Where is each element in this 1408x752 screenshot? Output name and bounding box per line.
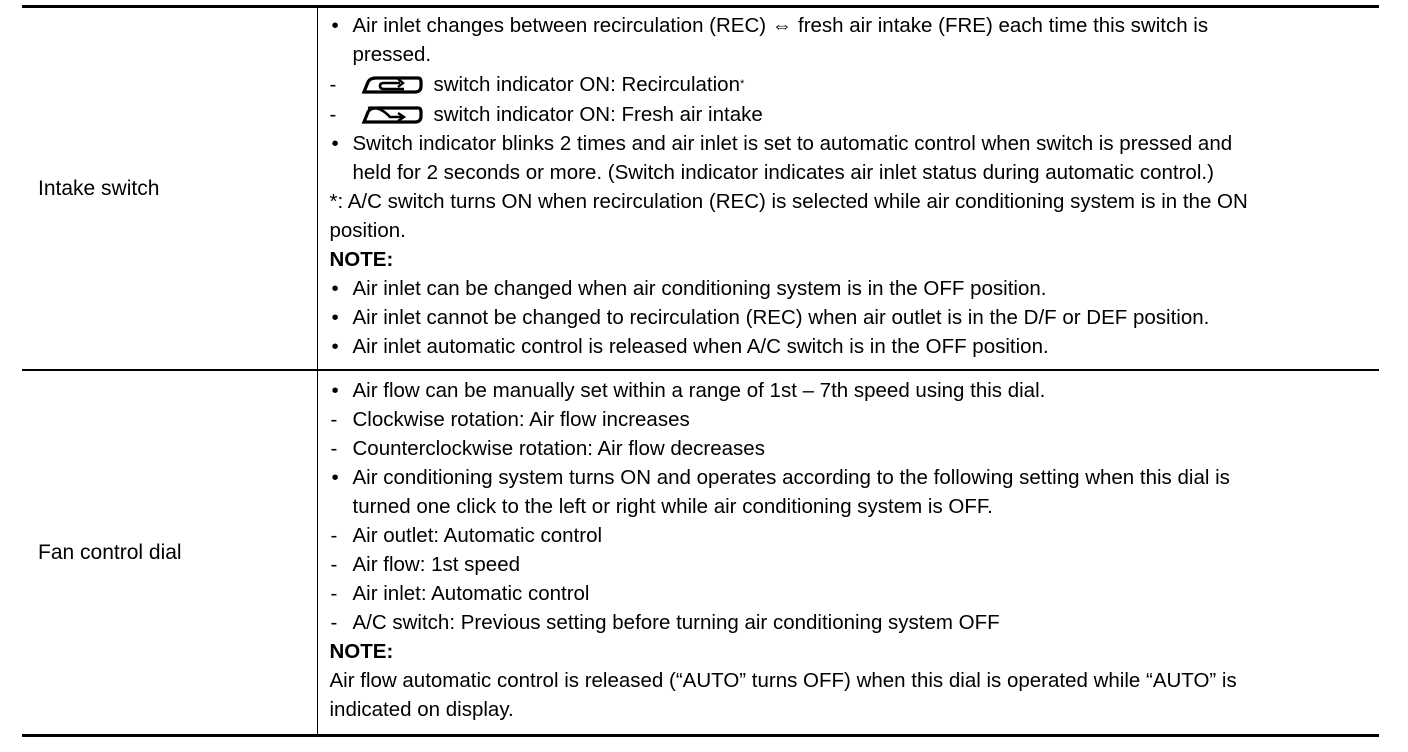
footnote-line: position. xyxy=(329,219,406,242)
row-label: Intake switch xyxy=(22,7,317,371)
fresh-air-intake-icon xyxy=(360,103,424,125)
description-line: - Counterclockwise rotation: Air flow decreases xyxy=(330,434,1380,463)
table-row xyxy=(22,7,1379,371)
description-line: - A/C switch: Previous setting before turning air conditioning system OFF xyxy=(330,608,1380,637)
description-line: pressed. xyxy=(352,43,432,66)
note-line: • Air inlet cannot be changed to recirculation (REC) when air outlet is in the D/F or DEF position. xyxy=(330,303,1380,332)
row-description xyxy=(317,370,1379,736)
description-line: - switch indicator ON: Fresh air intake xyxy=(330,99,1380,129)
description-line-text: switch indicator ON: Fresh air intake xyxy=(433,102,763,126)
description-line: held for 2 seconds or more. (Switch indicator indicates air inlet status during automatic control.) xyxy=(352,161,1214,184)
row-label: Fan control dial xyxy=(22,370,317,736)
recirculation-icon xyxy=(360,73,424,95)
spec-table xyxy=(22,5,1379,737)
footnote-line: *: A/C switch turns ON when recirculation (REC) is selected while air conditioning system is in the ON xyxy=(329,190,1248,213)
description-line: - Clockwise rotation: Air flow increases xyxy=(330,405,1380,434)
note-heading: NOTE: xyxy=(329,640,394,663)
note-line: Air flow automatic control is released (“AUTO” turns OFF) when this dial is operated while “AUTO” is xyxy=(329,669,1237,692)
description-line: - Air outlet: Automatic control xyxy=(330,521,1380,550)
table-row xyxy=(22,370,1379,736)
description-line: - Air flow: 1st speed xyxy=(330,550,1380,579)
description-line: - Air inlet: Automatic control xyxy=(330,579,1380,608)
description-line: - switch indicator ON: Recirculation * xyxy=(330,69,1380,99)
description-line: • Air inlet changes between recirculation (REC) ⇔ fresh air intake (FRE) each time this switch is xyxy=(330,11,1380,40)
description-line: • Air conditioning system turns ON and operates according to the following setting when this dial is xyxy=(330,463,1380,492)
description-line: turned one click to the left or right while air conditioning system is OFF. xyxy=(352,495,993,518)
row-description xyxy=(317,7,1379,371)
footnote-marker: * xyxy=(739,77,745,90)
note-line: • Air inlet can be changed when air conditioning system is in the OFF position. xyxy=(330,274,1380,303)
note-line: indicated on display. xyxy=(329,698,514,721)
description-line-text: switch indicator ON: Recirculation xyxy=(433,72,740,96)
note-heading: NOTE: xyxy=(329,248,394,271)
note-line: • Air inlet automatic control is released when A/C switch is in the OFF position. xyxy=(330,332,1380,361)
description-line: • Switch indicator blinks 2 times and air inlet is set to automatic control when switch is pressed and xyxy=(330,129,1380,158)
description-line: • Air flow can be manually set within a range of 1st – 7th speed using this dial. xyxy=(330,376,1380,405)
